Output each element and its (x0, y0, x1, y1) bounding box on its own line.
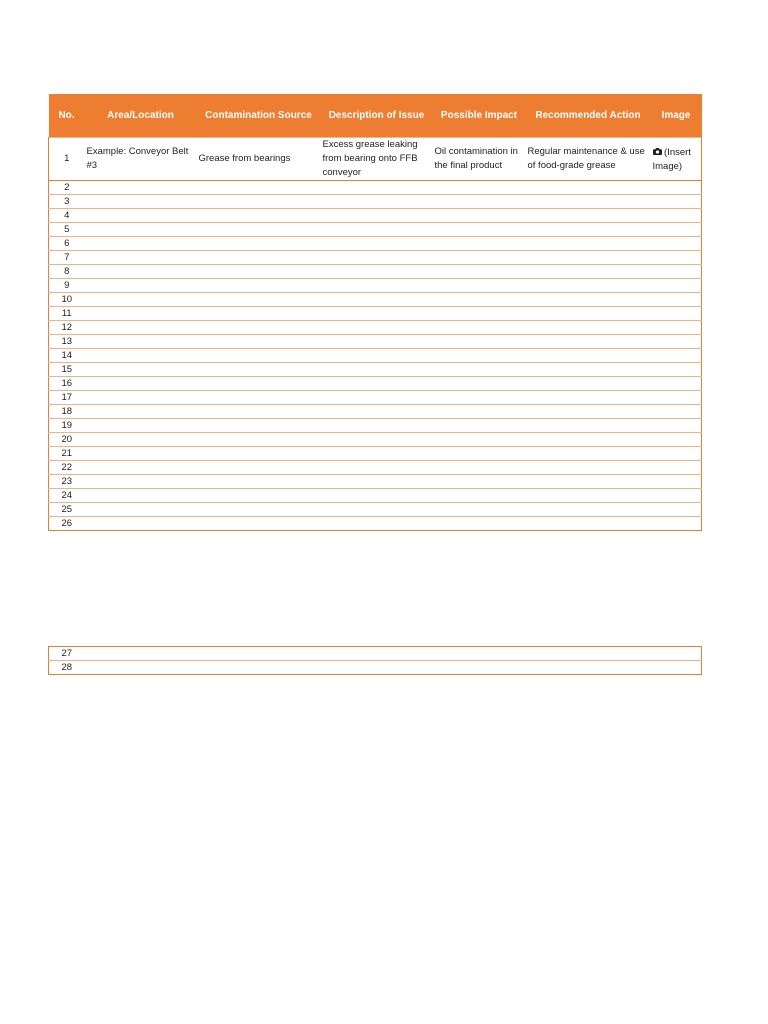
table-row (49, 363, 702, 377)
empty-cell[interactable] (85, 293, 197, 307)
empty-cell[interactable] (433, 377, 526, 391)
table-row (49, 307, 702, 321)
empty-cell[interactable] (197, 307, 321, 321)
empty-cell[interactable] (526, 265, 651, 279)
camera-icon (653, 147, 665, 157)
empty-cell[interactable] (197, 181, 321, 195)
empty-cell[interactable] (433, 475, 526, 489)
empty-cell[interactable] (197, 447, 321, 461)
empty-cell[interactable] (651, 461, 702, 475)
empty-cell[interactable] (526, 661, 651, 675)
empty-cell[interactable] (197, 489, 321, 503)
empty-cell[interactable] (526, 475, 651, 489)
empty-cell[interactable] (197, 433, 321, 447)
empty-cell[interactable] (197, 647, 321, 661)
empty-cell[interactable] (85, 405, 197, 419)
empty-cell[interactable] (433, 209, 526, 223)
empty-cell[interactable] (526, 517, 651, 531)
empty-cell[interactable] (85, 661, 197, 675)
empty-cell[interactable] (651, 489, 702, 503)
row-number: 22 (49, 461, 85, 475)
empty-cell[interactable] (526, 447, 651, 461)
empty-cell[interactable] (651, 661, 702, 675)
empty-cell[interactable] (197, 293, 321, 307)
header-action: Recommended Action (526, 94, 651, 138)
table-row (49, 475, 702, 489)
row-number: 3 (49, 195, 85, 209)
empty-cell[interactable] (85, 237, 197, 251)
header-area: Area/Location (85, 94, 197, 138)
row-number: 19 (49, 419, 85, 433)
empty-cell[interactable] (197, 335, 321, 349)
table-row (49, 251, 702, 265)
row-number: 16 (49, 377, 85, 391)
empty-cell[interactable] (526, 307, 651, 321)
empty-cell[interactable] (321, 209, 433, 223)
empty-cell[interactable] (321, 461, 433, 475)
empty-cell[interactable] (85, 647, 197, 661)
empty-cell[interactable] (433, 195, 526, 209)
empty-cell[interactable] (433, 647, 526, 661)
empty-cell[interactable] (85, 447, 197, 461)
empty-cell[interactable] (321, 391, 433, 405)
empty-cell[interactable] (321, 489, 433, 503)
empty-cell[interactable] (85, 489, 197, 503)
empty-cell[interactable] (526, 377, 651, 391)
empty-cell[interactable] (433, 223, 526, 237)
row-number: 12 (49, 321, 85, 335)
empty-cell[interactable] (433, 503, 526, 517)
example-description[interactable]: Excess grease leaking from bearing onto FFB conveyor (321, 138, 433, 181)
empty-cell[interactable] (526, 461, 651, 475)
empty-cell[interactable] (526, 237, 651, 251)
empty-cell[interactable] (433, 405, 526, 419)
empty-cell[interactable] (433, 279, 526, 293)
empty-cell[interactable] (526, 489, 651, 503)
row-number: 28 (49, 661, 85, 675)
empty-cell[interactable] (651, 265, 702, 279)
empty-cell[interactable] (433, 489, 526, 503)
row-number: 13 (49, 335, 85, 349)
empty-cell[interactable] (197, 475, 321, 489)
empty-cell[interactable] (197, 391, 321, 405)
table-row (49, 195, 702, 209)
empty-cell[interactable] (85, 349, 197, 363)
table-row (49, 321, 702, 335)
empty-cell[interactable] (85, 307, 197, 321)
empty-cell[interactable] (526, 223, 651, 237)
empty-cell[interactable] (321, 647, 433, 661)
empty-cell[interactable] (321, 363, 433, 377)
empty-cell[interactable] (321, 517, 433, 531)
empty-cell[interactable] (526, 647, 651, 661)
empty-cell[interactable] (197, 279, 321, 293)
empty-cell[interactable] (85, 195, 197, 209)
insert-image-text: (Insert Image) (652, 146, 691, 172)
empty-cell[interactable] (85, 321, 197, 335)
empty-cell[interactable] (651, 647, 702, 661)
empty-cell[interactable] (85, 391, 197, 405)
empty-cell[interactable] (321, 419, 433, 433)
empty-cell[interactable] (197, 209, 321, 223)
row-number: 11 (49, 307, 85, 321)
row-number: 25 (49, 503, 85, 517)
example-no: 1 (49, 138, 85, 181)
table-row (49, 447, 702, 461)
contamination-table-page-1-continued (48, 646, 701, 675)
empty-cell[interactable] (321, 237, 433, 251)
empty-cell[interactable] (526, 419, 651, 433)
row-number: 21 (49, 447, 85, 461)
example-source[interactable]: Grease from bearings (197, 138, 321, 181)
empty-cell[interactable] (85, 209, 197, 223)
empty-cell[interactable] (321, 349, 433, 363)
empty-cell[interactable] (85, 335, 197, 349)
header-image: Image (651, 94, 702, 138)
empty-cell[interactable] (526, 251, 651, 265)
table-row (49, 377, 702, 391)
header-impact: Possible Impact (433, 94, 526, 138)
empty-cell[interactable] (321, 195, 433, 209)
header-description: Description of Issue (321, 94, 433, 138)
empty-cell[interactable] (651, 517, 702, 531)
empty-cell[interactable] (651, 293, 702, 307)
empty-cell[interactable] (197, 321, 321, 335)
empty-cell[interactable] (321, 433, 433, 447)
empty-cell[interactable] (651, 349, 702, 363)
contamination-table-page-1 (48, 94, 701, 531)
empty-cell[interactable] (433, 419, 526, 433)
empty-cell[interactable] (197, 661, 321, 675)
empty-cell[interactable] (197, 195, 321, 209)
empty-cell[interactable] (433, 307, 526, 321)
table-row (49, 279, 702, 293)
table-row (49, 661, 702, 675)
empty-cell[interactable] (433, 461, 526, 475)
header-no: No. (49, 94, 85, 138)
table-row (49, 265, 702, 279)
empty-cell[interactable] (651, 433, 702, 447)
example-row (49, 138, 702, 181)
row-number: 20 (49, 433, 85, 447)
empty-cell[interactable] (526, 349, 651, 363)
empty-cell[interactable] (85, 433, 197, 447)
table-row (49, 293, 702, 307)
row-number: 2 (49, 181, 85, 195)
empty-cell[interactable] (433, 661, 526, 675)
empty-cell[interactable] (197, 237, 321, 251)
empty-cell[interactable] (526, 503, 651, 517)
empty-cell[interactable] (651, 419, 702, 433)
table-row (49, 237, 702, 251)
empty-cell[interactable] (433, 391, 526, 405)
empty-cell[interactable] (85, 475, 197, 489)
empty-cell[interactable] (651, 447, 702, 461)
table-row (49, 223, 702, 237)
empty-cell[interactable] (85, 377, 197, 391)
row-number: 26 (49, 517, 85, 531)
empty-cell[interactable] (85, 419, 197, 433)
empty-cell[interactable] (433, 181, 526, 195)
empty-cell[interactable] (433, 265, 526, 279)
empty-cell[interactable] (321, 293, 433, 307)
row-number: 9 (49, 279, 85, 293)
empty-cell[interactable] (321, 307, 433, 321)
row-number: 18 (49, 405, 85, 419)
row-number: 4 (49, 209, 85, 223)
table-row (49, 647, 702, 661)
empty-cell[interactable] (526, 293, 651, 307)
empty-cell[interactable] (433, 517, 526, 531)
empty-cell[interactable] (197, 461, 321, 475)
empty-cell[interactable] (526, 391, 651, 405)
row-number: 8 (49, 265, 85, 279)
empty-cell[interactable] (526, 433, 651, 447)
empty-cell[interactable] (197, 517, 321, 531)
empty-cell[interactable] (321, 475, 433, 489)
empty-cell[interactable] (651, 181, 702, 195)
empty-cell[interactable] (321, 251, 433, 265)
example-action[interactable]: Regular maintenance & use of food-grade grease (526, 138, 651, 181)
empty-cell[interactable] (433, 349, 526, 363)
empty-cell[interactable] (433, 447, 526, 461)
table-row (49, 335, 702, 349)
empty-cell[interactable] (321, 661, 433, 675)
table-row (49, 419, 702, 433)
empty-cell[interactable] (526, 321, 651, 335)
empty-cell[interactable] (651, 335, 702, 349)
row-number: 10 (49, 293, 85, 307)
empty-cell[interactable] (651, 307, 702, 321)
empty-cell[interactable] (197, 419, 321, 433)
empty-cell[interactable] (433, 321, 526, 335)
empty-cell[interactable] (197, 503, 321, 517)
row-number: 27 (49, 647, 85, 661)
empty-cell[interactable] (85, 503, 197, 517)
empty-cell[interactable] (321, 447, 433, 461)
empty-cell[interactable] (651, 475, 702, 489)
empty-cell[interactable] (321, 265, 433, 279)
empty-cell[interactable] (651, 363, 702, 377)
empty-cell[interactable] (433, 335, 526, 349)
empty-cell[interactable] (321, 321, 433, 335)
table-row (49, 181, 702, 195)
empty-cell[interactable] (321, 335, 433, 349)
empty-cell[interactable] (651, 503, 702, 517)
empty-cell[interactable] (321, 405, 433, 419)
empty-cell[interactable] (85, 181, 197, 195)
empty-cell[interactable] (85, 517, 197, 531)
row-number: 15 (49, 363, 85, 377)
empty-cell[interactable] (321, 377, 433, 391)
contamination-table (48, 94, 702, 531)
empty-cell[interactable] (526, 279, 651, 293)
empty-cell[interactable] (197, 251, 321, 265)
empty-cell[interactable] (651, 209, 702, 223)
empty-cell[interactable] (651, 195, 702, 209)
row-number: 6 (49, 237, 85, 251)
table-row (49, 433, 702, 447)
table-row (49, 209, 702, 223)
table-row (49, 517, 702, 531)
row-number: 24 (49, 489, 85, 503)
example-area[interactable]: Example: Conveyor Belt #3 (85, 138, 197, 181)
empty-cell[interactable] (197, 377, 321, 391)
empty-cell[interactable] (321, 223, 433, 237)
table-row (49, 391, 702, 405)
empty-cell[interactable] (526, 195, 651, 209)
empty-cell[interactable] (85, 223, 197, 237)
table-row (49, 349, 702, 363)
example-impact[interactable]: Oil contamination in the final product (433, 138, 526, 181)
empty-cell[interactable] (651, 279, 702, 293)
empty-cell[interactable] (433, 433, 526, 447)
empty-cell[interactable] (526, 363, 651, 377)
empty-cell[interactable] (85, 279, 197, 293)
empty-cell[interactable] (526, 209, 651, 223)
row-number: 17 (49, 391, 85, 405)
table-row (49, 405, 702, 419)
empty-cell[interactable] (85, 251, 197, 265)
empty-cell[interactable] (197, 223, 321, 237)
empty-cell[interactable] (651, 391, 702, 405)
empty-cell[interactable] (526, 405, 651, 419)
row-number: 5 (49, 223, 85, 237)
empty-cell[interactable] (651, 321, 702, 335)
empty-cell[interactable] (651, 237, 702, 251)
empty-cell[interactable] (321, 503, 433, 517)
empty-cell[interactable] (651, 377, 702, 391)
empty-cell[interactable] (651, 405, 702, 419)
empty-cell[interactable] (321, 279, 433, 293)
empty-cell[interactable] (526, 181, 651, 195)
empty-cell[interactable] (197, 405, 321, 419)
empty-cell[interactable] (433, 251, 526, 265)
header-source: Contamination Source (197, 94, 321, 138)
empty-cell[interactable] (321, 181, 433, 195)
empty-cell[interactable] (85, 461, 197, 475)
row-number: 14 (49, 349, 85, 363)
header-row (49, 94, 702, 138)
empty-cell[interactable] (526, 335, 651, 349)
empty-cell[interactable] (197, 349, 321, 363)
row-number: 23 (49, 475, 85, 489)
empty-cell[interactable] (433, 293, 526, 307)
empty-cell[interactable] (197, 265, 321, 279)
table-row (49, 489, 702, 503)
empty-cell[interactable] (85, 265, 197, 279)
table-row (49, 503, 702, 517)
empty-cell[interactable] (197, 363, 321, 377)
empty-cell[interactable] (433, 237, 526, 251)
empty-cell[interactable] (651, 223, 702, 237)
table-row (49, 461, 702, 475)
example-image[interactable] (651, 138, 702, 181)
row-number: 7 (49, 251, 85, 265)
empty-cell[interactable] (651, 251, 702, 265)
empty-cell[interactable] (85, 363, 197, 377)
contamination-table-continued (48, 646, 702, 675)
empty-cell[interactable] (433, 363, 526, 377)
